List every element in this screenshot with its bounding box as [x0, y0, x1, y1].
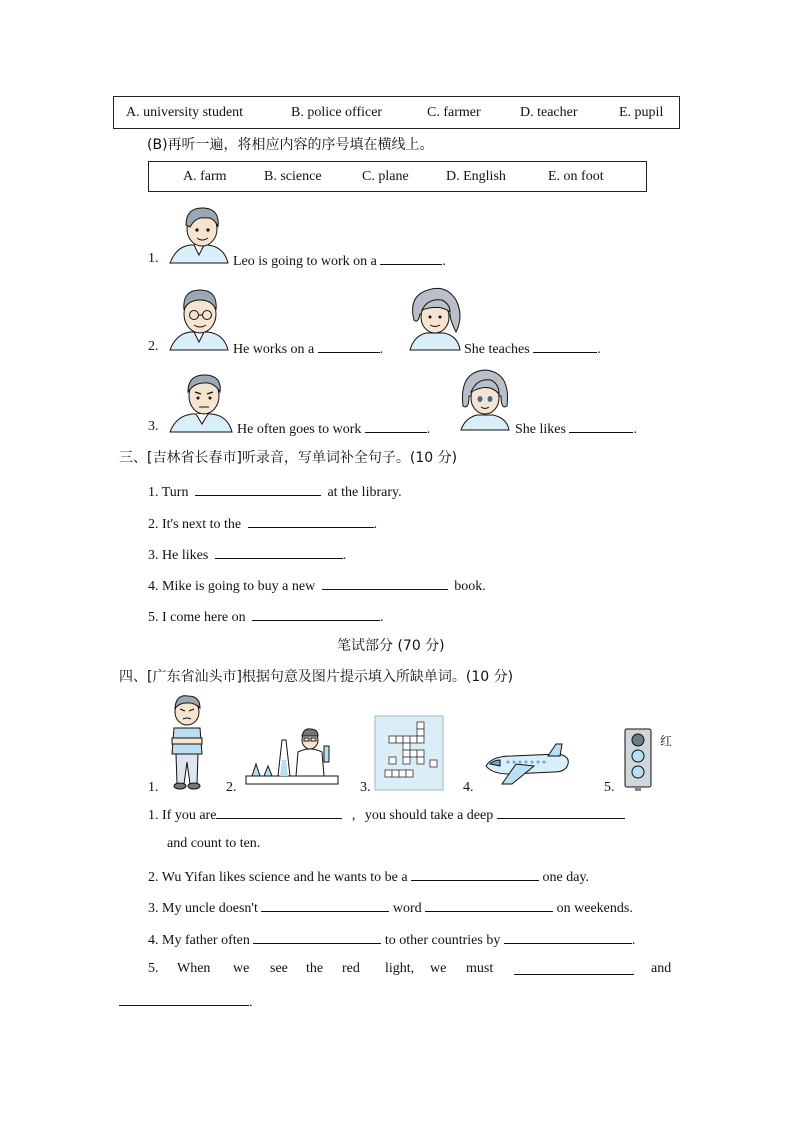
option-c: C. farmer [427, 104, 481, 120]
answer-blank[interactable] [533, 338, 597, 353]
listen-item-2-right-label: She teaches [464, 342, 530, 357]
option-c: C. plane [362, 168, 409, 184]
answer-blank[interactable] [215, 544, 343, 559]
man-stern-illustration [168, 370, 234, 432]
section-4-item-5-word: When [177, 961, 211, 976]
section-3-item-4 [148, 575, 486, 596]
section-4-item-5-blank-wrap [514, 960, 634, 981]
answer-blank[interactable] [195, 481, 321, 496]
listen-item-2-number: 2. [148, 339, 159, 354]
section-4-item-5-word: we [430, 961, 447, 976]
answer-blank[interactable] [497, 804, 625, 819]
item-text: . [249, 995, 253, 1010]
answer-blank[interactable] [119, 991, 249, 1006]
section-4-item-1-continued: and count to ten. [167, 836, 261, 851]
section-4-item-4 [148, 929, 635, 950]
option-b: B. science [264, 168, 322, 184]
written-part-title: 笔试部分 (70 分) [337, 638, 445, 654]
item-text: word [392, 901, 422, 916]
item-text: . [373, 517, 378, 532]
section-4-item-5-number: 5. [148, 961, 159, 976]
listen-item-3-right-label: She likes [515, 422, 566, 437]
item-text: on weekends. [556, 901, 633, 916]
section-3-item-5 [148, 606, 384, 627]
listen-item-3-text-right: She likes . [515, 418, 637, 439]
picture-number-5: 5. [604, 780, 615, 795]
boy-leo-illustration [168, 203, 230, 263]
section-4-item-5-word: see [270, 961, 288, 976]
listen-item-1-text: Leo is going to work on a . [233, 250, 446, 271]
airplane-icon [482, 742, 572, 788]
answer-blank[interactable] [365, 418, 427, 433]
item-number: 3. [148, 901, 159, 916]
part-b-instruction: (B)再听一遍，将相应内容的序号填在横线上。 [147, 137, 434, 153]
picture-number-2: 2. [226, 780, 237, 795]
traffic-light-icon [623, 729, 653, 791]
answer-blank[interactable] [261, 897, 389, 912]
scientist-lab-icon [244, 726, 340, 788]
option-e: E. pupil [619, 104, 664, 120]
answer-blank[interactable] [248, 513, 374, 528]
item-text: 2. It's next to the [148, 517, 242, 532]
listen-item-3-text-left: He often goes to work . [237, 418, 430, 439]
section-4-item-5-word: red [342, 961, 360, 976]
picture-number-4: 4. [463, 780, 474, 795]
section-3-item-1 [148, 481, 402, 502]
answer-blank[interactable] [318, 338, 380, 353]
item-text: . [631, 933, 636, 948]
option-b: B. police officer [291, 104, 383, 120]
item-text: book. [454, 579, 486, 594]
section-4-item-5-word: must [466, 961, 494, 976]
answer-blank[interactable] [380, 250, 442, 265]
section-4-item-5-word: we [233, 961, 250, 976]
item-text: to other countries by [384, 933, 501, 948]
section-4-item-3 [148, 897, 633, 918]
woman-curly-hair-illustration [406, 286, 464, 350]
item-text: , [351, 808, 356, 823]
answer-blank[interactable] [411, 866, 539, 881]
answer-blank[interactable] [425, 897, 553, 912]
section-4-item-5-word: and [651, 961, 672, 976]
option-d: D. teacher [520, 104, 578, 120]
answer-blank[interactable] [514, 960, 634, 975]
item-text: Wu Yifan likes science and he wants to be a [161, 870, 408, 885]
item-text: If you are [162, 808, 217, 823]
option-a: A. university student [126, 104, 244, 120]
section-4-item-5-word: the [306, 961, 324, 976]
item-text: My father often [162, 933, 250, 948]
section-3-item-2 [148, 513, 377, 534]
man-glasses-illustration [168, 284, 230, 350]
picture-number-3: 3. [360, 780, 371, 795]
option-box-words [148, 161, 647, 192]
item-text: you should take a deep [364, 808, 494, 823]
listen-item-2-text-right: She teaches . [464, 338, 601, 359]
item-text: . [342, 548, 347, 563]
listen-item-2-label: He works on a [233, 342, 315, 357]
answer-blank[interactable] [569, 418, 633, 433]
item-number: 1. [148, 808, 159, 823]
answer-blank[interactable] [322, 575, 448, 590]
listen-item-3-number: 3. [148, 419, 159, 434]
answer-blank[interactable] [216, 804, 342, 819]
item-text: 3. He likes [148, 548, 209, 563]
listen-item-1-number: 1. [148, 251, 159, 266]
item-number: 4. [148, 933, 159, 948]
listen-item-2-text-left: He works on a . [233, 338, 383, 359]
section-4-item-1 [148, 804, 625, 825]
section-4-item-2 [148, 866, 589, 887]
section-4-item-5-word: light, [385, 961, 415, 976]
picture-number-1: 1. [148, 780, 159, 795]
option-d: D. English [446, 168, 506, 184]
item-text: 1. Turn [148, 485, 189, 500]
item-text: 4. Mike is going to buy a new [148, 579, 316, 594]
item-text: . [380, 610, 384, 625]
section-3-title: 三、[吉林省长春市]听录音，写单词补全句子。(10 分) [119, 450, 458, 466]
option-e: E. on foot [548, 168, 604, 184]
item-text: 5. I come here on [148, 610, 246, 625]
section-3-item-3 [148, 544, 346, 565]
answer-blank[interactable] [504, 929, 632, 944]
item-text: one day. [542, 870, 590, 885]
section-4-item-5-continued [119, 991, 253, 1012]
answer-blank[interactable] [253, 929, 381, 944]
angry-boy-icon [166, 692, 208, 790]
listen-item-1-label: Leo is going to work on a [233, 254, 377, 269]
option-box-occupations [113, 96, 680, 129]
item-text: My uncle doesn't [162, 901, 258, 916]
section-4-title: 四、[广东省汕头市]根据句意及图片提示填入所缺单词。(10 分) [119, 669, 514, 685]
girl-illustration [457, 366, 513, 430]
option-a: A. farm [183, 168, 227, 184]
crossword-puzzle-icon [375, 716, 443, 790]
item-number: 2. [148, 870, 159, 885]
listen-item-3-label: He often goes to work [237, 422, 362, 437]
traffic-light-label: 红 [660, 734, 673, 748]
item-text: at the library. [327, 485, 402, 500]
answer-blank[interactable] [252, 606, 380, 621]
